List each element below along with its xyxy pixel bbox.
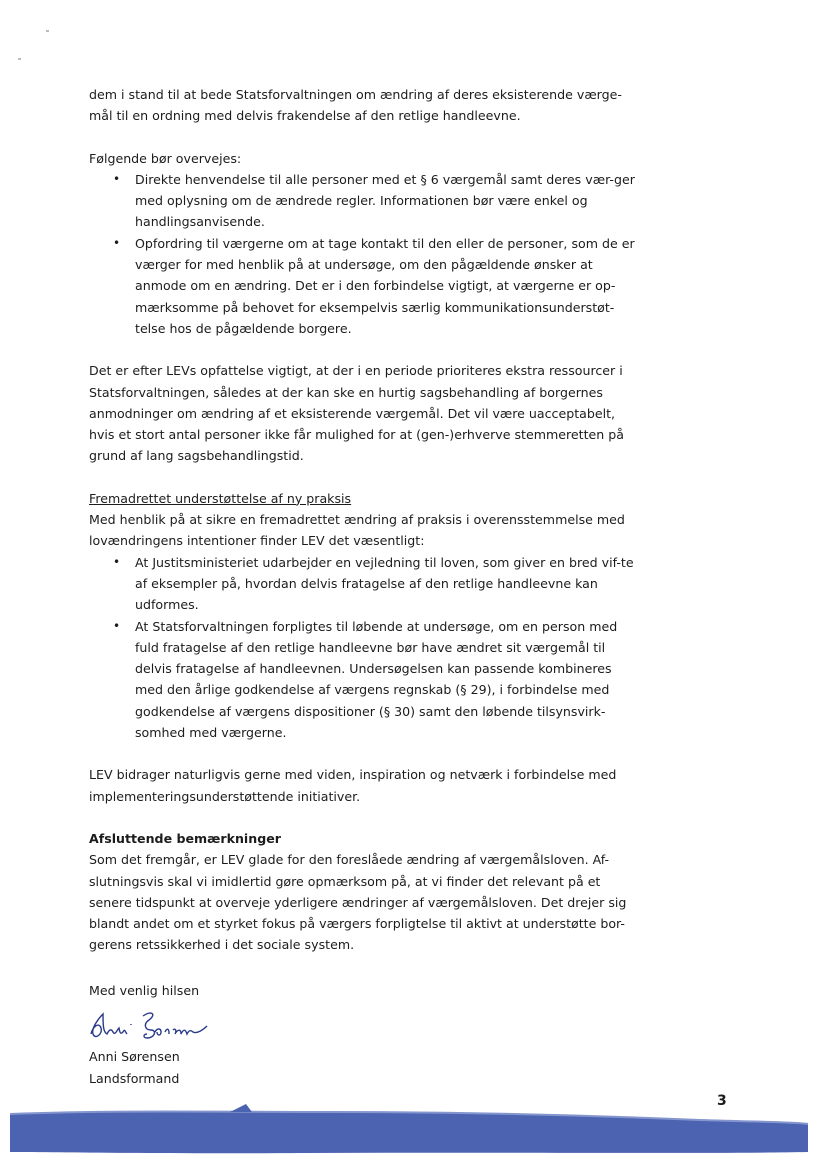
signatory-title: Landsformand [89,1071,180,1086]
paragraph-3: Det er efter LEVs opfattelse vigtigt, at der i en periode prioriteres ekstra ressourcer i Statsforvaltningen, således at der kan ske en hurtig sagsbehandling af borgernes anmodninger om ændring af et eksisterende værgemål. Det vil være uacceptabelt, hvis et stort antal personer ikke får mulighed for at (gen-)erhverve stemmeretten på grund af lang sagsbehandlingstid. [89,363,624,464]
bullet-icon: • [113,171,121,186]
list-item: • At Statsforvaltningen forpligtes til løbende at undersøge, om en person med fuld fratagelse af den retlige handleevne bør have ændret sit værgemål til delvis fratagelse af handleevnen. Undersøgelsen kan passende kombineres med den årlige godkendelse af værgens regnskab (§ 29), i forbindelse med godkendelse af værgens dispositioner (§ 30) samt den løbende tilsynsvirk-somhed med værgerne. [135,616,637,744]
list-item: • Direkte henvendelse til alle personer med et § 6 værgemål samt deres vær-ger med oplysning om de ændrede regler. Informationen bør være enkel og handlingsanvisende. [135,169,637,233]
support-list [89,552,637,744]
bullet-icon: • [113,554,121,569]
letter-body [89,84,637,956]
signoff [89,980,225,1048]
paragraph-4: LEV bidrager naturligvis gerne med viden, inspiration og netværk i forbindelse med implementeringsunderstøttende initiativer. [89,767,617,804]
bullet-icon: • [113,618,121,633]
paragraph-1: dem i stand til at bede Statsforvaltningen om ændring af deres eksisterende værge-mål til en ordning med delvis frakendelse af den retlige handleevne. [89,87,622,124]
scan-speck [46,30,49,32]
section-intro: Med henblik på at sikre en fremadrettet ændring af praksis i overensstemmelse med lovændringens intentioner finder LEV det væsentligt: [89,512,625,549]
scan-speck [18,58,21,60]
recommendation-list [89,169,637,339]
list-item: • Opfordring til værgerne om at tage kontakt til den eller de personer, som de er værger for med henblik på at undersøge, om den pågældende ønsker at anmode om en ændring. Det er i den forbindelse vigtigt, at værgerne er op-mærksomme på behovet for eksempelvis særlig kommunikationsunderstøt-telse hos de pågældende borgere. [135,233,637,339]
signature-graphic [85,1004,225,1048]
section-heading-closing: Afsluttende bemærkninger [89,830,281,846]
bullet-icon: • [113,235,121,250]
page-number: 3 [717,1093,727,1109]
signatory [89,1046,180,1090]
paragraph-5: Som det fremgår, er LEV glade for den foreslåede ændring af værgemålsloven. Af-slutningsvis skal vi imidlertid gøre opmærksom på, at vi finder det relevant på et senere tidspunkt at overveje yderligere ændringer af værgemålsloven. Det drejer sig blandt andet om et styrket fokus på værgers forpligtelse til aktivt at understøtte bor-gerens retssikkerhed i det sociale system. [89,852,627,953]
section-heading-support: Fremadrettet understøttelse af ny praksis [89,490,352,506]
greeting: Med venlig hilsen [89,983,200,998]
footer-band-graphic [0,1100,828,1160]
list-item: • At Justitsministeriet udarbejder en vejledning til loven, som giver en bred vif-te af eksempler på, hvordan delvis fratagelse af den retlige handleevne kan udformes. [135,552,637,616]
list-intro: Følgende bør overvejes: [89,150,242,166]
signatory-name: Anni Sørensen [89,1049,180,1064]
